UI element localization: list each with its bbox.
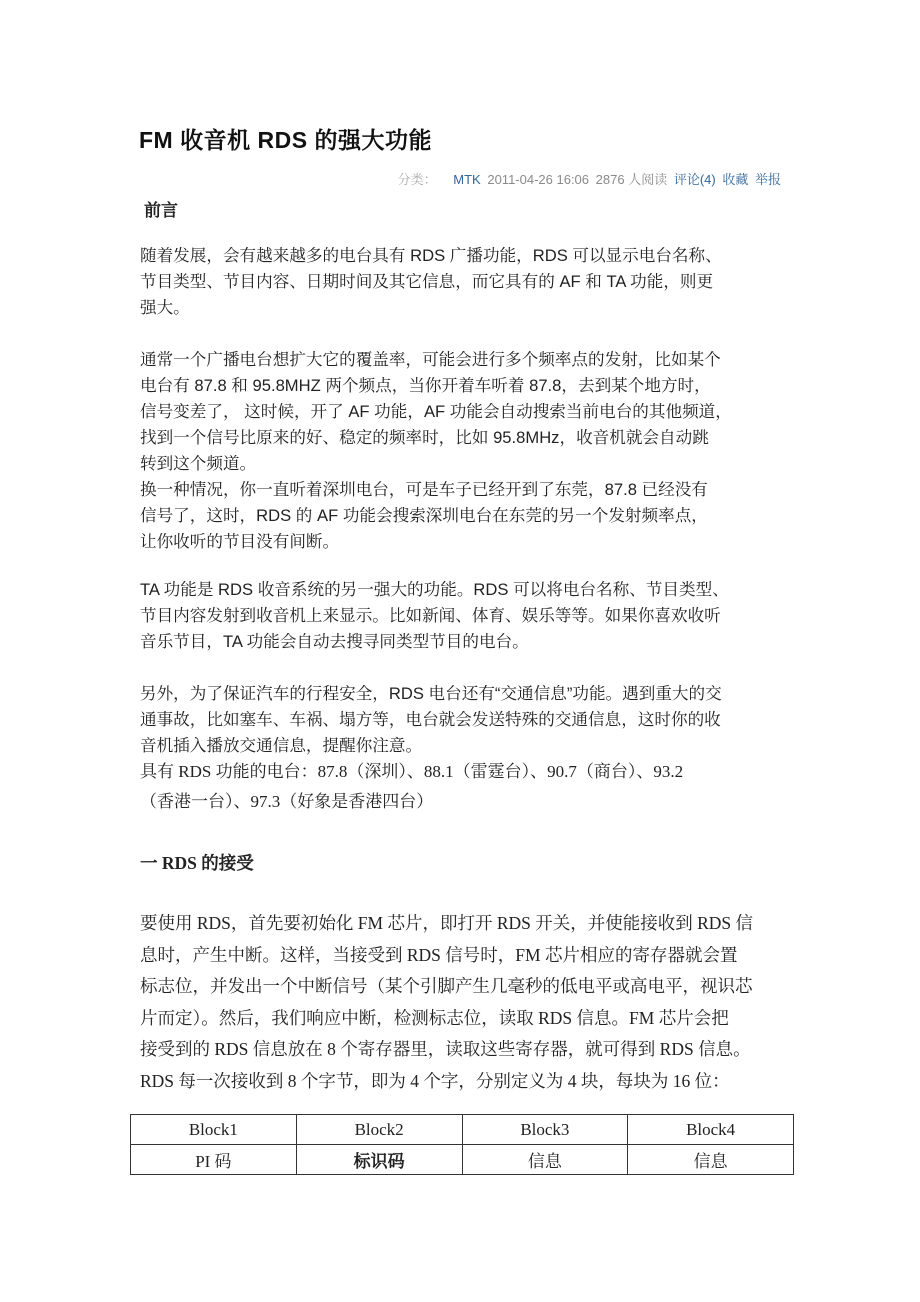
paragraph-stations: [140, 757, 790, 817]
text-line: 要使用 RDS，首先要初始化 FM 芯片，即打开 RDS 开关，并使能接收到 RDS 信: [140, 913, 754, 933]
text-line: 强大。: [140, 298, 190, 317]
table-cell: 信息: [462, 1145, 628, 1175]
table-cell: PI 码: [131, 1145, 297, 1175]
text-line: TA 功能是 RDS 收音系统的另一强大的功能。RDS 可以将电台名称、节目类型、: [140, 580, 729, 599]
text-line: 接受到的 RDS 信息放在 8 个寄存器里，读取这些寄存器，就可得到 RDS 信息。: [140, 1039, 751, 1059]
paragraph-rds-receive: [140, 908, 790, 1097]
text-line: 随着发展，会有越来越多的电台具有 RDS 广播功能，RDS 可以显示电台名称、: [140, 246, 722, 265]
table-header-cell: Block4: [628, 1115, 794, 1145]
table-cell: 信息: [628, 1145, 794, 1175]
category-link[interactable]: MTK: [453, 172, 481, 187]
text-line: 电台有 87.8 和 95.8MHZ 两个频点，当你开着车听着 87.8，去到某个地方时，: [140, 376, 711, 395]
text-line: 片而定）。然后，我们响应中断，检测标志位，读取 RDS 信息。FM 芯片会把: [140, 1007, 729, 1028]
paragraph-traffic: [140, 681, 790, 759]
text-line: 息时，产生中断。这样，当接受到 RDS 信号时，FM 芯片相应的寄存器就会置: [140, 944, 738, 965]
section-heading-rds-receive: 一 RDS 的接受: [140, 853, 254, 873]
category-label: 分类：: [397, 172, 437, 187]
text-line: 节目类型、节目内容、日期时间及其它信息，而它具有的 AF 和 TA 功能，则更: [140, 272, 714, 291]
text-line: 节目内容发射到收音机上来显示。比如新闻、体育、娱乐等等。如果你喜欢收听: [140, 606, 721, 625]
text-line: 信号了，这时，RDS 的 AF 功能会搜索深圳电台在东莞的另一个发射频率点，: [140, 506, 708, 525]
text-line: 转到这个频道。: [140, 454, 257, 473]
table-cell: 标识码: [296, 1145, 462, 1175]
table-header-row: [131, 1115, 794, 1145]
paragraph-intro: [140, 243, 790, 321]
rds-block-table: [130, 1114, 794, 1175]
table-header-cell: Block3: [462, 1115, 628, 1145]
article-title: FM 收音机 RDS 的强大功能: [139, 127, 432, 153]
read-count: 2876 人阅读: [595, 172, 668, 187]
paragraph-af: [140, 347, 790, 555]
text-line: 通事故，比如塞车、车祸、塌方等，电台就会发送特殊的交通信息，这时你的收: [140, 710, 721, 729]
paragraph-ta: [140, 577, 790, 655]
article-meta: [395, 169, 781, 188]
text-line: 让你收听的节目没有间断。: [140, 532, 340, 551]
post-datetime: 2011-04-26 16:06: [487, 172, 590, 187]
text-line: 通常一个广播电台想扩大它的覆盖率，可能会进行多个频率点的发射，比如某个: [140, 350, 721, 369]
table-row: [131, 1145, 794, 1175]
text-line: 音乐节目，TA 功能会自动去搜寻同类型节目的电台。: [140, 632, 529, 651]
text-line: 音机插入播放交通信息，提醒你注意。: [140, 736, 423, 755]
text-line: （香港一台）、97.3（好象是香港四台）: [140, 792, 434, 811]
preface-heading: 前言: [144, 201, 178, 220]
text-line: RDS 每一次接收到 8 个字节，即为 4 个字，分别定义为 4 块，每块为 16 位：: [140, 1070, 730, 1091]
text-line: 信号变差了， 这时候，开了 AF 功能，AF 功能会自动搜索当前电台的其他频道，: [140, 402, 732, 421]
text-line: 换一种情况，你一直听着深圳电台，可是车子已经开到了东莞，87.8 已经没有: [140, 480, 708, 499]
text-line: 找到一个信号比原来的好、稳定的频率时，比如 95.8MHz，收音机就会自动跳: [140, 428, 709, 447]
report-link[interactable]: 举报: [754, 172, 781, 187]
favorite-link[interactable]: 收藏: [722, 172, 749, 187]
text-line: 另外，为了保证汽车的行程安全，RDS 电台还有“交通信息”功能。遇到重大的交: [140, 684, 722, 703]
table-header-cell: Block2: [296, 1115, 462, 1145]
comments-link[interactable]: 评论(4): [673, 172, 716, 187]
text-line: 标志位，并发出一个中断信号（某个引脚产生几毫秒的低电平或高电平，视识芯: [140, 976, 753, 996]
table-header-cell: Block1: [131, 1115, 297, 1145]
text-line: 具有 RDS 功能的电台：87.8（深圳）、88.1（雷霆台）、90.7（商台）、93.2: [140, 762, 684, 781]
